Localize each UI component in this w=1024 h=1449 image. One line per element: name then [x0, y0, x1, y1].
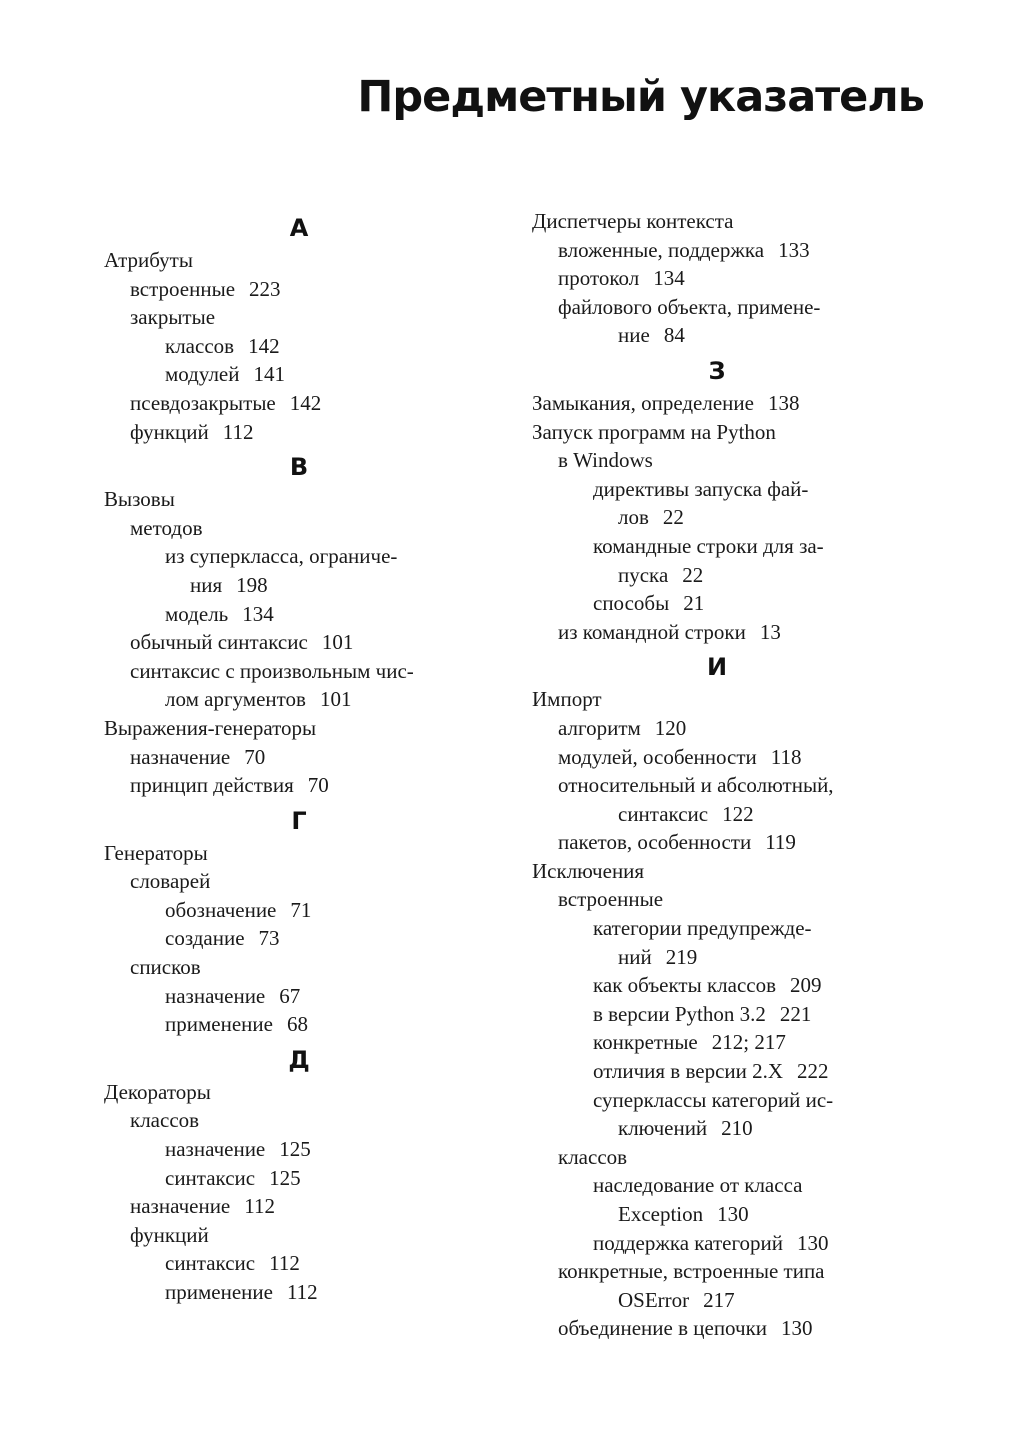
entry-pages: 125 [269, 1165, 301, 1190]
entry-term: применение [165, 1280, 273, 1304]
index-entry [104, 685, 494, 714]
entry-term: синтаксис [618, 801, 709, 826]
entry-term: пакетов, особенности [558, 830, 752, 855]
entry-pages: 142 [289, 390, 322, 415]
entry-term: обычный синтаксис [130, 630, 308, 655]
index-entry [104, 1192, 494, 1221]
index-entry [104, 953, 494, 982]
entry-term: Атрибуты [104, 248, 193, 272]
entry-term: лом аргументов [165, 687, 306, 712]
entry-pages: 112 [269, 1251, 300, 1276]
index-entry [532, 828, 902, 857]
entry-term: классов [558, 1144, 628, 1169]
section-letter: Д [288, 1045, 310, 1074]
entry-pages: 217 [703, 1287, 735, 1312]
index-entry [532, 236, 902, 265]
index-entry [532, 264, 902, 293]
entry-pages: 67 [279, 983, 301, 1008]
index-entry [532, 418, 902, 447]
entry-term: суперклассы категорий ис- [593, 1087, 834, 1112]
entry-term: синтаксис с произвольным чис- [130, 658, 414, 683]
index-entry [532, 446, 902, 475]
index-entry [104, 771, 494, 800]
index-entry [532, 389, 902, 418]
index-entry [104, 1106, 494, 1135]
entry-term: Запуск программ на Python [532, 419, 776, 444]
index-entry [532, 1028, 902, 1057]
index-entry [532, 1057, 902, 1086]
entry-term: Декораторы [104, 1079, 211, 1104]
index-entry [532, 885, 902, 914]
entry-term: директивы запуска фай- [593, 476, 809, 501]
entry-term: лов [618, 505, 649, 530]
entry-term: Генераторы [104, 840, 208, 865]
entry-term: из командной строки [558, 619, 746, 644]
entry-term: функций [130, 1222, 209, 1247]
entry-term: способы [593, 591, 670, 616]
index-entry [104, 839, 494, 868]
entry-pages: 223 [249, 276, 281, 301]
entry-term: вложенные, поддержка [558, 237, 765, 262]
entry-pages: 125 [279, 1137, 311, 1162]
index-entry [104, 418, 494, 447]
entry-term: модулей [165, 362, 240, 387]
entry-term: Вызовы [104, 487, 175, 512]
entry-term: конкретные, встроенные типа [558, 1259, 825, 1284]
index-entry [532, 503, 902, 532]
index-entry [104, 1221, 494, 1250]
entry-term: назначение [165, 983, 266, 1008]
entry-pages: 21 [683, 591, 705, 616]
entry-term: ния [190, 572, 223, 597]
entry-term: алгоритм [558, 715, 641, 740]
index-entry [104, 743, 494, 772]
index-entry [104, 982, 494, 1011]
index-entry [532, 321, 902, 350]
entry-term: Исключения [532, 858, 645, 883]
entry-pages: 22 [662, 505, 684, 530]
entry-pages: 134 [653, 266, 685, 291]
index-entry [104, 1135, 494, 1164]
entry-term: списков [130, 955, 201, 980]
index-entry [104, 896, 494, 925]
entry-pages: 141 [253, 362, 285, 387]
entry-term: встроенные [130, 276, 236, 301]
entry-term: словарей [130, 869, 211, 894]
entry-term: закрытые [130, 305, 216, 330]
index-entry [532, 857, 902, 886]
section-letter: З [708, 356, 726, 385]
index-entry [104, 714, 494, 743]
entry-pages: 209 [790, 973, 822, 998]
index-entry [532, 532, 902, 561]
index-entry [532, 1000, 902, 1029]
index-entry [532, 1114, 902, 1143]
entry-pages: 130 [797, 1230, 829, 1255]
entry-term: отличия в версии 2.X [593, 1059, 784, 1084]
index-column-right [532, 207, 902, 1343]
index-entry [104, 1249, 494, 1278]
index-entry [104, 657, 494, 686]
entry-term: принцип действия [130, 773, 294, 798]
entry-term: как объекты классов [593, 973, 777, 998]
entry-term: назначение [165, 1137, 266, 1162]
index-entry [532, 207, 902, 236]
entry-term: из суперкласса, ограниче- [165, 544, 398, 569]
index-entry [104, 628, 494, 657]
entry-pages: 120 [654, 715, 687, 740]
entry-term: категории предупрежде- [593, 916, 812, 941]
entry-term: OSError [618, 1287, 690, 1312]
index-entry [532, 771, 902, 800]
entry-pages: 112 [244, 1194, 275, 1219]
index-entry [532, 475, 902, 504]
index-entry [532, 971, 902, 1000]
section-letter: И [706, 653, 728, 682]
entry-pages: 118 [770, 744, 802, 769]
entry-term: ний [618, 944, 652, 969]
index-entry [532, 1143, 902, 1172]
entry-pages: 133 [778, 237, 810, 262]
entry-pages: 68 [286, 1012, 308, 1037]
index-entry [532, 1286, 902, 1315]
index-entry [104, 360, 494, 389]
entry-pages: 73 [258, 926, 280, 951]
index-entry [532, 561, 902, 590]
entry-pages: 13 [759, 619, 781, 644]
index-entry [532, 1171, 902, 1200]
index-entry [532, 1257, 902, 1286]
entry-pages: 122 [722, 801, 754, 826]
entry-term: протокол [558, 266, 640, 291]
entry-term: методов [130, 515, 203, 540]
entry-term: создание [165, 926, 245, 951]
entry-term: обозначение [165, 897, 277, 922]
entry-term: функций [130, 419, 209, 444]
index-entry [532, 914, 902, 943]
entry-term: синтаксис [165, 1165, 256, 1190]
page-title: Предметный указатель [357, 72, 924, 122]
entry-term: модель [165, 601, 229, 626]
entry-term: относительный и абсолютный, [558, 773, 834, 798]
index-entry [104, 542, 494, 571]
index-entry [532, 685, 902, 714]
index-entry [532, 618, 902, 647]
entry-term: файлового объекта, примене- [558, 294, 821, 319]
index-entry [532, 1314, 902, 1343]
entry-pages: 138 [767, 390, 800, 415]
entry-pages: 210 [721, 1116, 753, 1141]
entry-pages: 22 [682, 562, 704, 587]
entry-term: ключений [618, 1116, 708, 1141]
index-entry [104, 389, 494, 418]
index-entry [532, 1200, 902, 1229]
index-entry [532, 589, 902, 618]
entry-pages: 130 [717, 1202, 749, 1226]
index-entry [104, 246, 494, 275]
index-entry [104, 1010, 494, 1039]
entry-term: конкретные [593, 1030, 698, 1055]
entry-term: поддержка категорий [593, 1230, 784, 1255]
index-entry [104, 275, 494, 304]
entry-term: классов [165, 333, 235, 358]
entry-pages: 142 [248, 333, 280, 358]
entry-pages: 130 [781, 1316, 813, 1341]
entry-term: объединение в цепочки [558, 1316, 768, 1341]
entry-term: Выражения-генераторы [104, 715, 317, 740]
index-column-left [104, 207, 494, 1307]
index-entry [532, 1086, 902, 1115]
entry-term: назначение [130, 1194, 231, 1219]
entry-term: Exception [618, 1202, 704, 1226]
entry-pages: 198 [236, 572, 268, 597]
index-entry [104, 303, 494, 332]
entry-pages: 219 [665, 944, 698, 969]
index-entry [532, 800, 902, 829]
entry-pages: 70 [244, 744, 266, 769]
entry-pages: 101 [321, 630, 354, 655]
entry-pages: 134 [242, 601, 274, 626]
index-entry [104, 1078, 494, 1107]
index-entry [104, 924, 494, 953]
section-letter: Г [291, 806, 307, 835]
entry-pages: 212; 217 [711, 1030, 786, 1055]
entry-pages: 221 [779, 1001, 812, 1026]
entry-term: Диспетчеры контекста [532, 209, 734, 233]
entry-term: пуска [618, 562, 669, 587]
entry-term: в Windows [558, 448, 653, 473]
index-entry [104, 514, 494, 543]
index-entry [532, 293, 902, 322]
entry-term: псевдозакрытые [130, 390, 276, 415]
index-entry [532, 1229, 902, 1258]
entry-term: Замыкания, определение [532, 390, 754, 415]
index-entry [104, 1164, 494, 1193]
entry-pages: 222 [797, 1059, 829, 1084]
section-letter: А [289, 214, 309, 242]
entry-pages: 119 [765, 830, 796, 855]
entry-term: применение [165, 1012, 273, 1037]
entry-pages: 112 [222, 419, 254, 444]
entry-pages: 101 [319, 687, 352, 712]
entry-term: командные строки для за- [593, 533, 824, 558]
index-entry [104, 600, 494, 629]
index-entry [104, 571, 494, 600]
entry-term: наследование от класса [593, 1173, 803, 1198]
entry-term: Импорт [532, 687, 602, 712]
section-letter: В [289, 453, 309, 482]
entry-term: назначение [130, 744, 231, 769]
index-entry [104, 485, 494, 514]
entry-pages: 84 [663, 323, 685, 348]
entry-term: синтаксис [165, 1251, 256, 1276]
entry-term: в версии Python 3.2 [593, 1001, 766, 1026]
entry-pages: 112 [286, 1280, 318, 1304]
index-entry [104, 1278, 494, 1307]
index-entry [104, 332, 494, 361]
entry-term: модулей, особенности [558, 744, 757, 769]
entry-term: классов [130, 1108, 200, 1133]
index-entry [532, 743, 902, 772]
entry-pages: 70 [307, 773, 329, 798]
index-entry [104, 867, 494, 896]
index-entry [532, 943, 902, 972]
index-entry [532, 714, 902, 743]
entry-term: ние [618, 323, 650, 348]
entry-pages: 71 [290, 897, 312, 922]
entry-term: встроенные [558, 887, 664, 912]
